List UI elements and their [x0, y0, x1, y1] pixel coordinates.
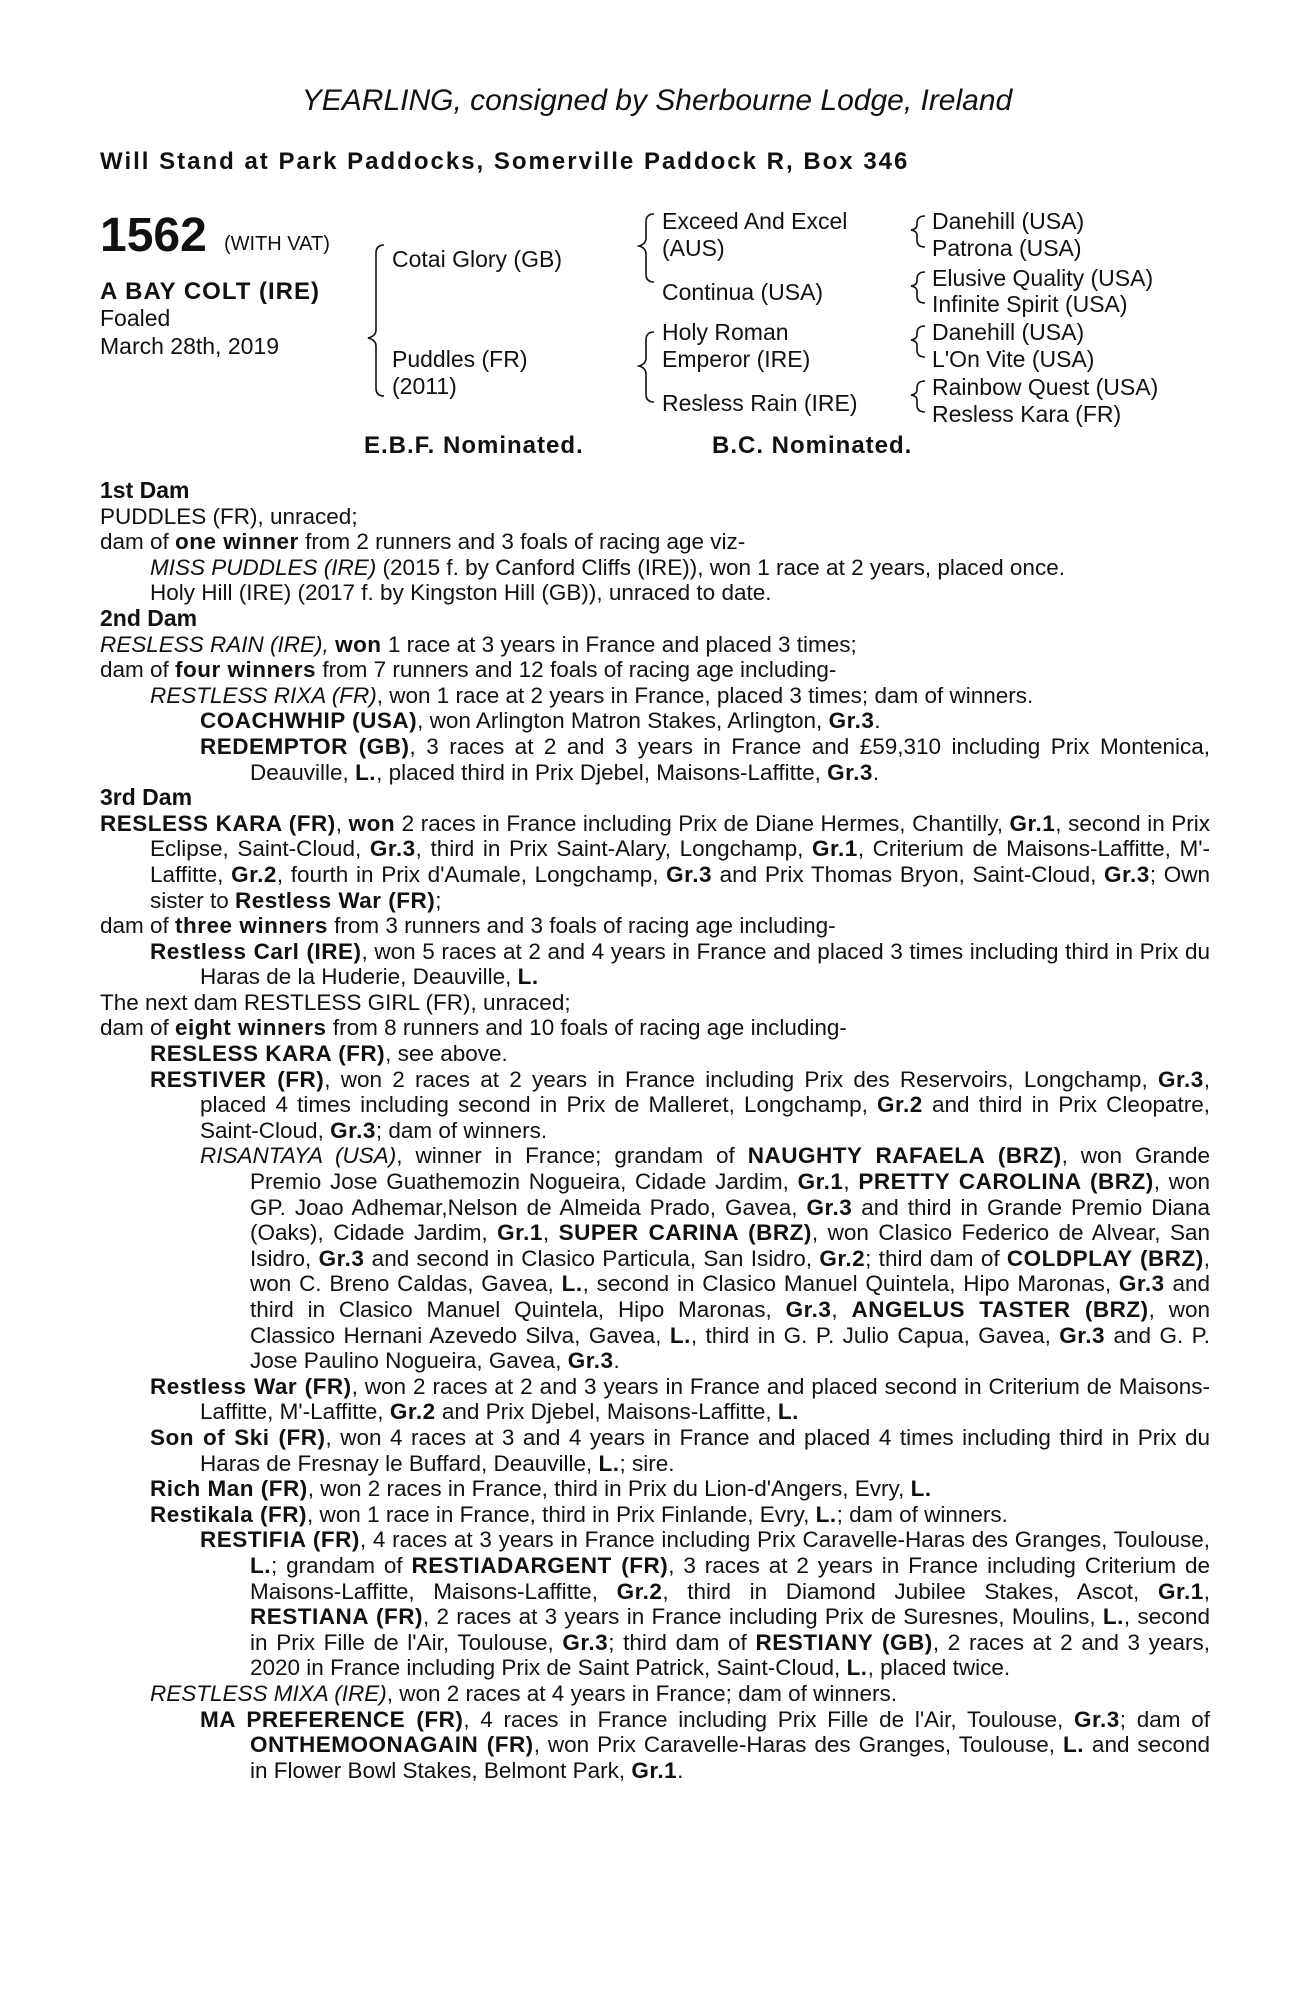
pedigree-ssd: Patrona (USA) — [932, 235, 1082, 261]
second-dam-summary: dam of four winners from 7 runners and 12 foals of racing age including- — [100, 657, 837, 683]
pedigree-sire-sire: Exceed And Excel — [662, 208, 848, 234]
produce-record: COACHWHIP (USA), won Arlington Matron Stakes, Arlington, Gr.3. — [200, 708, 881, 734]
vat-note: (WITH VAT) — [224, 233, 330, 255]
brace-gen1 — [368, 245, 384, 396]
first-dam-heading: 1st Dam — [100, 477, 190, 503]
second-dam-heading: 2nd Dam — [100, 604, 198, 631]
produce-record: RESTIFIA (FR), 4 races at 3 years in France including Prix Caravelle-Haras des Granges, Toulouse, L.; grandam of RESTIADARGENT (FR), 3 races at 2 years in France including Criterium de Maisons-Laffitte, Maisons-Laffitte, Gr.2, third in Diamond Jubilee Stakes, Ascot, Gr.1, RESTIANA (FR), 2 races at 3 years in France including Prix de Suresnes, Moulins, L., second in Prix Fille de l'Air, Toulouse, Gr.3; third dam of RESTIANY (GB), 2 races at 2 and 3 years, 2020 in France including Prix de Saint Patrick, Saint-Cloud, L., placed twice. — [200, 1527, 1211, 1681]
produce-record: Holy Hill (IRE) (2017 f. by Kingston Hill (GB)), unraced to date. — [150, 580, 772, 606]
foaled-label: Foaled — [100, 305, 171, 331]
brace-gen3-4 — [911, 381, 925, 412]
foaled-date: March 28th, 2019 — [100, 333, 280, 359]
next-dam-summary: dam of eight winners from 8 runners and 10 foals of racing age including- — [100, 1015, 847, 1041]
produce-record: Restless War (FR), won 2 races at 2 and 3 years in France and placed second in Criterium de Maisons-Laffitte, M'-Laffitte, Gr.2 and Prix Djebel, Maisons-Laffitte, L. — [150, 1373, 1210, 1425]
third-dam-summary: dam of three winners from 3 runners and 3 foals of racing age including- — [100, 913, 836, 939]
pedigree-sss: Danehill (USA) — [932, 208, 1085, 234]
produce-record: RESTLESS RIXA (FR), won 1 race at 2 years in France, placed 3 times; dam of winners. — [150, 682, 1034, 708]
produce-record: REDEMPTOR (GB), 3 races at 2 and 3 years in France and £59,310 including Prix Montenica, Deauville, L., placed third in Prix Djebel, Maisons-Laffitte, Gr.3. — [200, 733, 1211, 785]
pedigree-sdd: Infinite Spirit (USA) — [932, 291, 1128, 317]
brace-gen2-dam — [639, 332, 654, 402]
produce-record: RESTLESS MIXA (IRE), won 2 races at 4 years in France; dam of winners. — [150, 1680, 897, 1706]
bc-nominated: B.C. Nominated. — [712, 432, 913, 459]
first-dam-name: PUDDLES (FR), unraced; — [100, 503, 358, 529]
produce-record: Rich Man (FR), won 2 races in France, third in Prix du Lion-d'Angers, Evry, L. — [150, 1476, 932, 1502]
produce-record: Restless Carl (IRE), won 5 races at 2 and 4 years in France and placed 3 times including third in Prix du Haras de la Huderie, Deauville, L. — [150, 938, 1210, 990]
pedigree-dsd: L'On Vite (USA) — [932, 346, 1095, 372]
pedigree-sds: Elusive Quality (USA) — [932, 265, 1154, 291]
pedigree-sire-sire-country: (AUS) — [662, 235, 725, 261]
pedigree-dds: Rainbow Quest (USA) — [932, 374, 1159, 400]
produce-record: Son of Ski (FR), won 4 races at 3 and 4 years in France and placed 4 times including third in Prix du Haras de Fresnay le Buffard, Deauville, L.; sire. — [150, 1424, 1210, 1476]
pedigree-sire: Cotai Glory (GB) — [392, 246, 562, 272]
produce-record: RESTIVER (FR), won 2 races at 2 years in France including Prix des Reservoirs, Longchamp, Gr.3, placed 4 times including second in Prix de Malleret, Longchamp, Gr.2 and third in Prix Cleopatre, Saint-Cloud, Gr.3; dam of winners. — [150, 1066, 1210, 1143]
pedigree-dss: Danehill (USA) — [932, 319, 1085, 345]
pedigree-dam-sire-line2: Emperor (IRE) — [662, 346, 811, 372]
second-dam-name: RESLESS RAIN (IRE), won 1 race at 3 years in France and placed 3 times; — [100, 631, 857, 657]
produce-record: RISANTAYA (USA), winner in France; grandam of NAUGHTY RAFAELA (BRZ), won Grande Premio Jose Guathemozin Nogueira, Cidade Jardim, Gr.1, PRETTY CAROLINA (BRZ), won GP. Joao Adhemar,Nelson de Almeida Prado, Gavea, Gr.3 and third in Grande Premio Diana (Oaks), Cidade Jardim, Gr.1, SUPER CARINA (BRZ), won Clasico Federico de Alvear, San Isidro, Gr.3 and second in Clasico Particula, San Isidro, Gr.2; third dam of COLDPLAY (BRZ), won C. Breno Caldas, Gavea, L., second in Clasico Manuel Quintela, Hipo Maronas, Gr.3 and third in Clasico Manuel Quintela, Hipo Maronas, Gr.3, ANGELUS TASTER (BRZ), won Classico Hernani Azevedo Silva, Gavea, L., third in G. P. Julio Capua, Gavea, Gr.3 and G. P. Jose Paulino Nogueira, Gavea, Gr.3. — [200, 1143, 1211, 1374]
brace-gen3-1 — [911, 216, 925, 247]
produce-record: MISS PUDDLES (IRE) (2015 f. by Canford Cliffs (IRE)), won 1 race at 2 years, placed once. — [150, 554, 1065, 580]
pedigree-dam-sire: Holy Roman — [662, 319, 789, 345]
ebf-nominated: E.B.F. Nominated. — [364, 432, 584, 459]
stand-location: Will Stand at Park Paddocks, Somerville Paddock R, Box 346 — [100, 148, 910, 175]
brace-gen3-2 — [911, 272, 925, 303]
brace-gen3-3 — [911, 326, 925, 357]
pedigree-dam-name: Puddles (FR) — [392, 346, 528, 372]
first-dam-summary: dam of one winner from 2 runners and 3 foals of racing age viz- — [100, 529, 746, 555]
pedigree-dam-year: (2011) — [392, 373, 457, 399]
lot-description: A BAY COLT (IRE) — [100, 278, 321, 305]
produce-record: RESLESS KARA (FR), see above. — [150, 1041, 508, 1067]
pedigree-sire-dam: Continua (USA) — [662, 279, 824, 305]
third-dam-heading: 3rd Dam — [100, 784, 193, 811]
catalogue-body — [100, 478, 1210, 1783]
third-dam-record: RESLESS KARA (FR), won 2 races in France including Prix de Diane Hermes, Chantilly, Gr.1, second in Prix Eclipse, Saint-Cloud, Gr.3, third in Prix Saint-Alary, Longchamp, Gr.1, Criterium de Maisons-Laffitte, M'-Laffitte, Gr.2, fourth in Prix d'Aumale, Longchamp, Gr.3 and Prix Thomas Bryon, Saint-Cloud, Gr.3; Own sister to Restless War (FR); — [100, 810, 1211, 913]
pedigree-ddd: Resless Kara (FR) — [932, 401, 1122, 427]
next-dam-name: The next dam RESTLESS GIRL (FR), unraced; — [100, 989, 571, 1015]
consignment-title: YEARLING, consigned by Sherbourne Lodge, Ireland — [301, 84, 1013, 117]
brace-gen2-sire — [639, 214, 654, 282]
lot-number: 1562 — [100, 209, 207, 262]
produce-record: MA PREFERENCE (FR), 4 races in France including Prix Fille de l'Air, Toulouse, Gr.3; dam of ONTHEMOONAGAIN (FR), won Prix Caravelle-Haras des Granges, Toulouse, L. and second in Flower Bowl Stakes, Belmont Park, Gr.1. — [200, 1706, 1210, 1783]
produce-record: Restikala (FR), won 1 race in France, third in Prix Finlande, Evry, L.; dam of winners. — [150, 1501, 1008, 1527]
pedigree-dam-dam: Resless Rain (IRE) — [662, 390, 858, 416]
